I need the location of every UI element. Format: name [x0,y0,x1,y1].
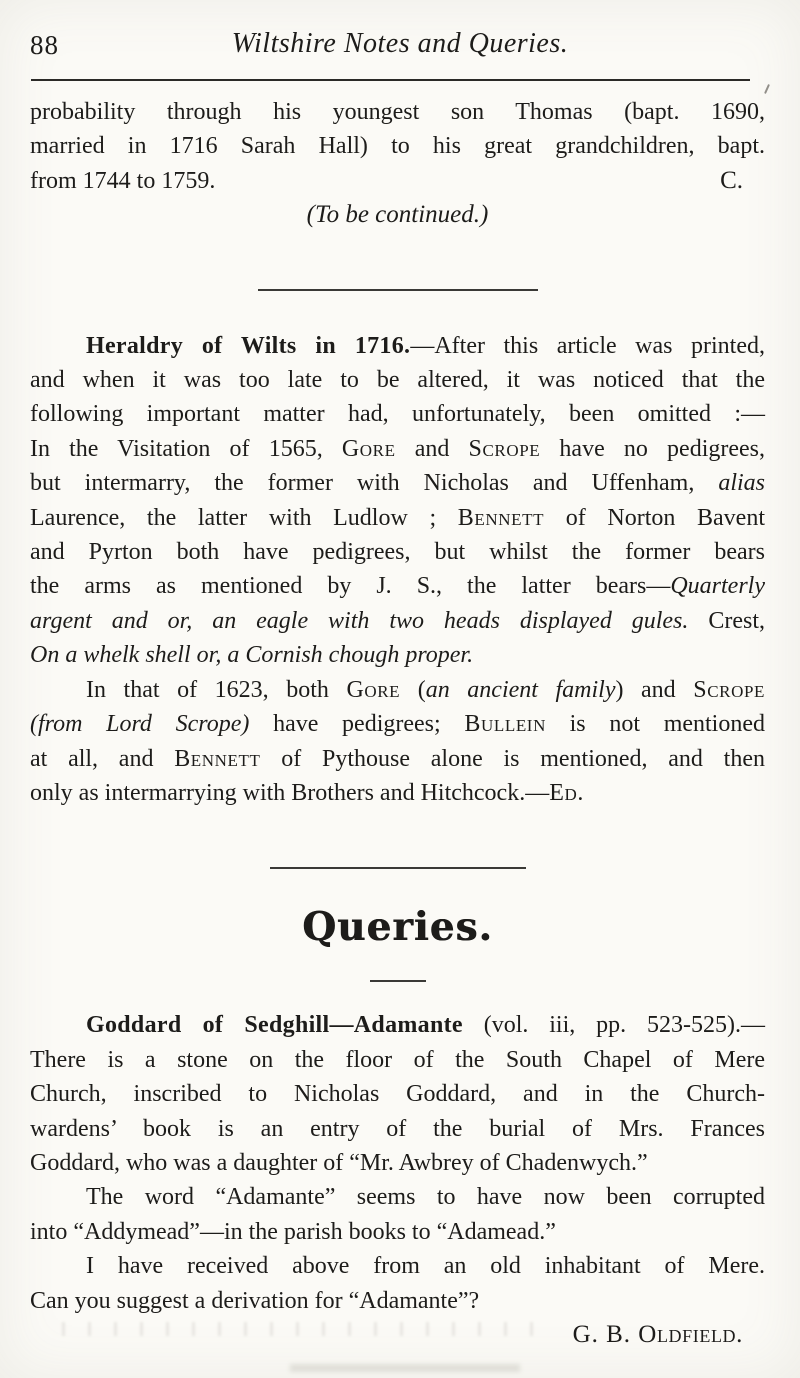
text-line: Goddard, who was a daughter of “Mr. Awbrey of Chadenwych.” [30,1149,648,1176]
journal-title: Wiltshire Notes and Queries. [231,28,569,59]
text-line: In that of 1623, both Gore (an ancient family) and Scrope [86,676,765,703]
text-line: but intermarry, the former with Nicholas and Uffenham, alias [30,470,765,497]
text-line: and when it was too late to be altered, it was noticed that the [30,367,765,394]
text-line: Laurence, the latter with Ludlow ; Bennett of Norton Bavent [30,504,765,531]
text-line: I have received above from an old inhabitant of Mere. [86,1253,765,1280]
text-line: at all, and Bennett of Pythouse alone is mentioned, and then [30,745,765,772]
page-header [0,0,800,64]
section-divider-rule [258,289,538,291]
heraldry-paragraph-1 [30,329,765,673]
to-be-continued-note: (To be continued.) [306,201,489,229]
text-line: Heraldry of Wilts in 1716.—After this article was printed, [86,332,765,359]
text-line: Can you suggest a derivation for “Adamante”? [30,1287,480,1314]
goddard-paragraph-1 [30,1008,765,1180]
text-line: There is a stone on the floor of the South Chapel of Mere [30,1046,765,1073]
text-line: into “Addymead”—in the parish books to “Adamead.” [30,1218,556,1245]
goddard-paragraph-2 [30,1180,765,1249]
text-line: married in 1716 Sarah Hall) to his great grandchildren, bapt. [30,133,765,160]
text-line: Goddard of Sedghill—Adamante (vol. iii, pp. 523-525).— [86,1012,765,1039]
text-line: argent and or, an eagle with two heads displayed gules. Crest, [30,607,765,634]
heraldry-paragraph-2 [30,673,765,811]
queries-section-heading: Queries. [302,904,493,951]
text-line: Church, inscribed to Nicholas Goddard, and in the Church- [30,1081,765,1108]
scan-artifact [62,1322,542,1336]
text-line: only as intermarrying with Brothers and Hitchcock.—Ed. [30,779,584,806]
text-line: and Pyrton both have pedigrees, but whilst the former bears [30,539,765,566]
text-line: On a whelk shell or, a Cornish chough proper. [30,642,474,669]
queries-heading-rule [370,980,426,982]
continuation-last-text: from 1744 to 1759. [30,167,216,194]
continuation-end-line [30,164,765,198]
text-line: In the Visitation of 1565, Gore and Scrope have no pedigrees, [30,435,765,462]
page-body [0,81,800,1352]
signature-initials: G. B. [572,1320,639,1348]
text-line: following important matter had, unfortunately, been omitted :— [30,401,765,428]
text-line: The word “Adamante” seems to have now been corrupted [86,1184,765,1211]
contributor-initial: C. [720,166,743,194]
text-line: probability through his youngest son Thomas (bapt. 1690, [30,99,765,125]
section-divider-rule [270,867,526,869]
goddard-paragraph-3 [30,1249,765,1318]
page-number: 88 [30,30,59,60]
text-line: (from Lord Scrope) have pedigrees; Bullein is not mentioned [30,711,766,738]
signature-name: Oldfield. [638,1320,743,1348]
continuation-paragraph [30,95,765,164]
text-line: wardens’ book is an entry of the burial of Mrs. Frances [30,1115,765,1142]
text-line: the arms as mentioned by J. S., the latter bears—Quarterly [30,573,765,600]
scan-artifact [290,1364,520,1372]
